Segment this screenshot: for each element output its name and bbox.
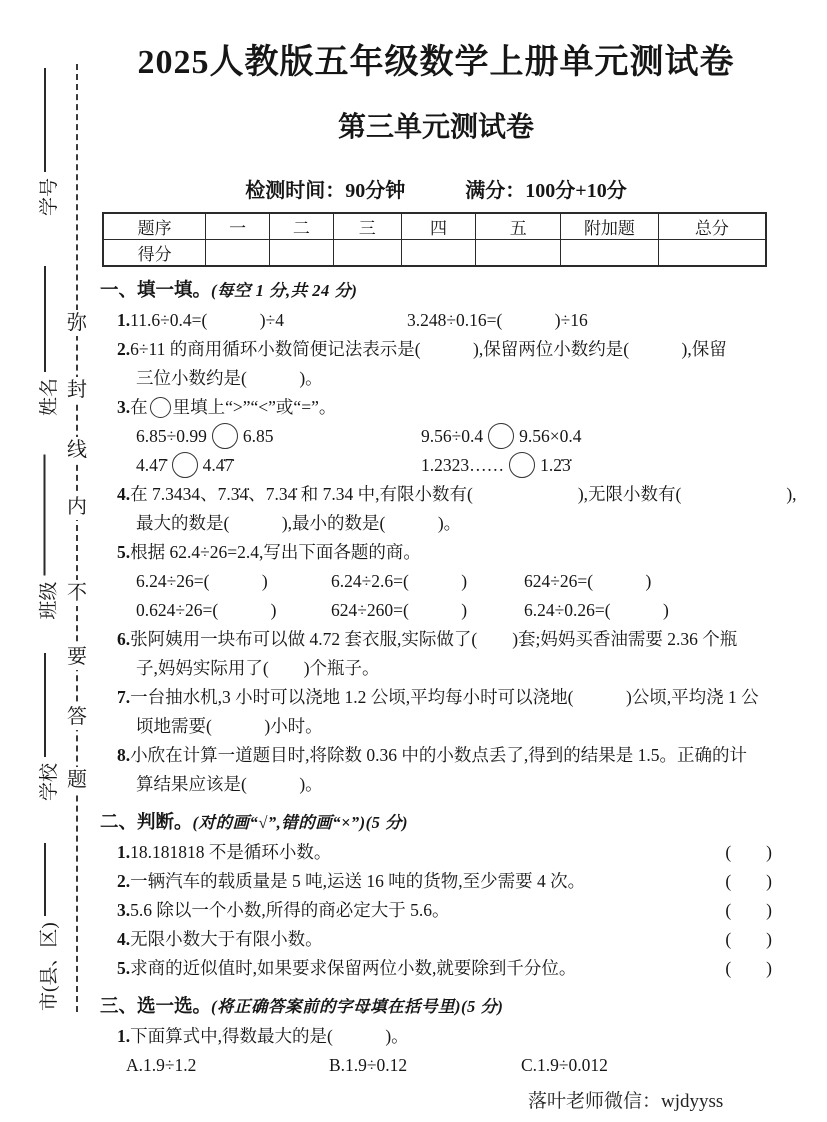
paper-content [100, 40, 797, 1080]
judge-statement: 一辆汽车的载质量是 5 吨,运送 16 吨的货物,至少需要 4 次。 [130, 871, 586, 891]
question-number: 4. [117, 484, 131, 504]
quotient-item: 6.24÷2.6=( ) [331, 571, 468, 591]
judge-item [100, 867, 772, 896]
comparison-pair [421, 455, 571, 475]
field-blank-line [44, 266, 46, 372]
q2-text: 6÷11 的商用循环小数简便记法表示是( ),保留两位小数约是( ),保留 [130, 339, 727, 359]
left-value: 9.56÷0.4 [421, 426, 484, 446]
quotient-item: 624÷26=( ) [524, 571, 652, 591]
right-value: 9.56×0.4 [519, 426, 582, 446]
section1-note: (每空 1 分,共 24 分) [211, 281, 358, 300]
s1-q4-line2: 最大的数是( ),最小的数是( )。 [136, 513, 462, 533]
score-cell-empty [269, 240, 333, 267]
quotient-item: 0.624÷26=( ) [136, 600, 277, 620]
seal-char: 线 [64, 437, 90, 463]
seal-dashed-line [76, 64, 78, 1012]
judge-statement: 求商的近似值时,如果要求保留两位小数,就要除到千分位。 [130, 958, 577, 978]
answer-parentheses: ( ) [725, 842, 772, 862]
comparison-pair [136, 451, 421, 480]
judge-statement: 无限小数大于有限小数。 [130, 929, 323, 949]
score-cell-empty [476, 240, 561, 267]
judge-item [100, 838, 772, 867]
quotient-item: 624÷260=( ) [331, 600, 468, 620]
score-cell-empty [658, 240, 766, 267]
s1-q1-part-a [117, 306, 407, 335]
question-number: 7. [117, 687, 131, 707]
question-number: 1. [117, 1026, 131, 1046]
section2-note: (对的画“√”,错的画“×”)(5 分) [192, 813, 408, 832]
s1-q3-row1 [100, 422, 772, 451]
score-table-header-cell: 五 [476, 213, 561, 240]
judge-text [117, 896, 450, 925]
left-value: 6.85÷0.99 [136, 426, 207, 446]
score-table-header-row [103, 213, 766, 240]
quotient-item: 6.24÷0.26=( ) [524, 600, 669, 620]
judge-statement: 5.6 除以一个小数,所得的商必定大于 5.6。 [130, 900, 450, 920]
comparison-circle [509, 452, 535, 478]
seal-char: 内 [64, 494, 90, 520]
section1-title: 一、填一填。 [100, 281, 212, 301]
score-cell-empty [333, 240, 401, 267]
score-table-score-row [103, 240, 766, 267]
s1-q7-line1 [100, 683, 772, 712]
question-number: 4. [117, 929, 131, 949]
comparison-circle [150, 397, 171, 418]
seal-char: 不 [64, 580, 90, 606]
question-number: 2. [117, 871, 131, 891]
question-number: 2. [117, 339, 131, 359]
right-value: 1.2̇3̇ [540, 455, 571, 475]
left-value: 1.2323…… [421, 455, 505, 475]
score-cell-empty [401, 240, 476, 267]
score-table-header-cell: 二 [269, 213, 333, 240]
exam-info-line: 检测时间：90分钟 满分：100分+10分 [245, 180, 627, 202]
s3-q1 [100, 1022, 772, 1051]
q3-text-pre: 在 [130, 397, 148, 417]
field-blank-line [44, 68, 46, 172]
judge-text [117, 925, 323, 954]
judge-item [100, 925, 772, 954]
section1-heading [100, 276, 772, 306]
field-label: 学校 [38, 762, 60, 801]
comparison-circle [172, 452, 198, 478]
score-table-header-cell: 一 [206, 213, 270, 240]
score-cell-empty [206, 240, 270, 267]
q1-expression-a: 11.6÷0.4=( )÷4 [130, 310, 284, 330]
footer-contact: 落叶老师微信：wjdyyss [528, 1091, 724, 1112]
s1-q2-line2: 三位小数约是( )。 [136, 368, 323, 388]
s1-q3-row2 [100, 451, 772, 480]
school-field [35, 653, 59, 801]
score-table-header-cell: 附加题 [561, 213, 659, 240]
section2-title: 二、判断。 [100, 813, 193, 833]
q7-text: 一台抽水机,3 小时可以浇地 1.2 公顷,平均每小时可以浇地( )公顷,平均浇 1 公 [130, 687, 759, 707]
s1-q6-line2: 子,妈妈实际用了( )个瓶子。 [136, 658, 380, 678]
question-number: 6. [117, 629, 131, 649]
q3-text-post: 里填上“>”“<”或“=”。 [172, 397, 337, 417]
right-value: 6.85 [242, 426, 274, 446]
score-row-label: 得分 [103, 240, 206, 267]
q6-text: 张阿姨用一块布可以做 4.72 套衣服,实际做了( )套;妈妈买香油需要 2.36 个瓶 [130, 629, 738, 649]
field-blank-line [44, 455, 46, 576]
question-number: 3. [117, 397, 131, 417]
section3-note: (将正确答案前的字母填在括号里)(5 分) [211, 997, 504, 1016]
question-number: 3. [117, 900, 131, 920]
score-table-header-cell: 四 [401, 213, 476, 240]
paper-title: 2025人教版五年级数学上册单元测试卷 [137, 44, 735, 81]
comparison-circle [488, 423, 514, 449]
section2-heading [100, 808, 772, 838]
field-blank-line [44, 653, 46, 757]
judge-text [117, 954, 576, 983]
field-blank-line [44, 843, 46, 916]
option-b: B.1.9÷0.12 [329, 1055, 408, 1075]
question-number: 5. [117, 958, 131, 978]
s1-q5-row2 [100, 596, 772, 625]
student-id-field [35, 68, 59, 216]
seal-char: 要 [64, 644, 90, 670]
s1-q1 [100, 306, 772, 335]
s1-q7-line2: 顷地需要( )小时。 [136, 716, 323, 736]
quotient-item: 6.24÷26=( ) [136, 571, 268, 591]
section3-heading [100, 992, 772, 1022]
right-value: 4.4̇7̇ [202, 455, 234, 475]
s1-q2-line1 [100, 335, 772, 364]
score-table [102, 212, 767, 267]
s1-q3-heading [100, 393, 772, 422]
question-number: 1. [117, 842, 131, 862]
field-label: 姓名 [38, 377, 60, 416]
q8-text: 小欣在计算一道题目时,将除数 0.36 中的小数点丢了,得到的结果是 1.5。正确的计 [130, 745, 747, 765]
answer-parentheses: ( ) [725, 929, 772, 949]
field-label: 学号 [38, 177, 60, 216]
judge-item [100, 896, 772, 925]
score-table-header-cell: 三 [333, 213, 401, 240]
question-number: 5. [117, 542, 131, 562]
question-number: 1. [117, 310, 131, 330]
field-label: 市(县、区) [38, 922, 60, 1011]
comparison-circle [212, 423, 238, 449]
city-district-field [35, 843, 59, 1011]
seal-char: 弥 [64, 310, 90, 336]
question-number: 8. [117, 745, 131, 765]
comparison-pair [136, 422, 421, 451]
class-field [35, 455, 59, 620]
seal-char: 题 [64, 767, 90, 793]
left-value: 4.47̇ [136, 455, 167, 475]
student-name-field [35, 266, 59, 416]
q5-text: 根据 62.4÷26=2.4,写出下面各题的商。 [130, 542, 421, 562]
s1-q4-line1 [100, 480, 797, 509]
s1-q5-heading [100, 538, 772, 567]
score-table-header-cell: 题序 [103, 213, 206, 240]
section3-title: 三、选一选。 [100, 997, 212, 1017]
q1-expression-b: 3.248÷0.16=( )÷16 [407, 310, 588, 330]
answer-parentheses: ( ) [725, 958, 772, 978]
field-label: 班级 [38, 581, 59, 620]
comparison-pair [421, 426, 581, 446]
judge-text [117, 838, 331, 867]
judge-statement: 18.181818 不是循环小数。 [130, 842, 332, 862]
seal-char: 封 [64, 377, 90, 403]
s1-q8-line1 [100, 741, 772, 770]
unit-title: 第三单元测试卷 [337, 112, 534, 143]
s1-q8-line2: 算结果应该是( )。 [136, 774, 323, 794]
score-table-header-cell: 总分 [658, 213, 766, 240]
score-cell-empty [561, 240, 659, 267]
judge-text [117, 867, 585, 896]
q4-text: 在 7.3434、7.3̇4̇、7.34̇ 和 7.34 中,有限小数有( ),无限小数有( ), [130, 484, 797, 504]
answer-parentheses: ( ) [725, 900, 772, 920]
option-a: A.1.9÷1.2 [126, 1055, 197, 1075]
s3-q1-text: 下面算式中,得数最大的是( )。 [130, 1026, 409, 1046]
s1-q6-line1 [100, 625, 772, 654]
seal-char: 答 [64, 704, 90, 730]
answer-parentheses: ( ) [725, 871, 772, 891]
judge-item [100, 954, 772, 983]
s1-q5-row1 [100, 567, 772, 596]
option-c: C.1.9÷0.012 [521, 1055, 608, 1075]
s3-q1-options [100, 1051, 772, 1080]
